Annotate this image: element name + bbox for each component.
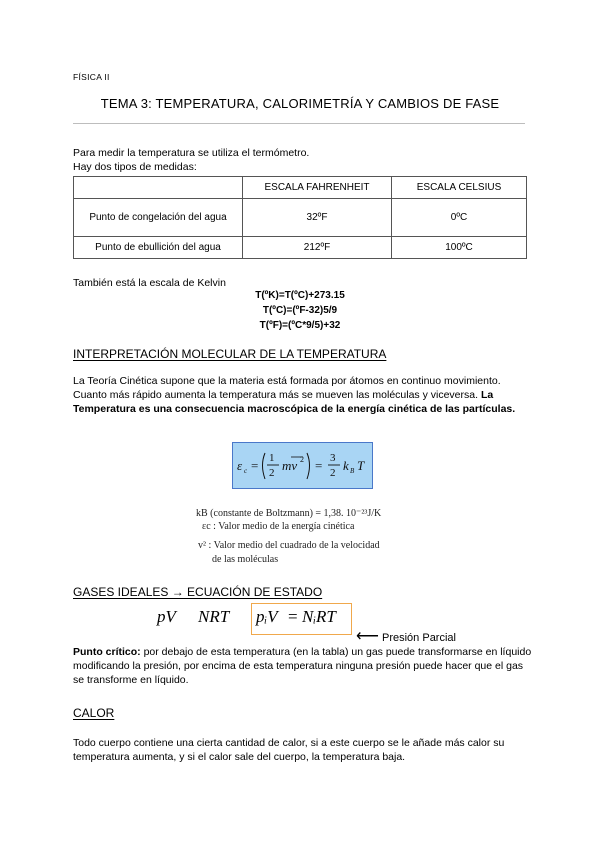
svg-text:c: c	[244, 467, 248, 475]
ideal-gas-right: NRT	[198, 607, 230, 626]
section-heading-molecular: INTERPRETACIÓN MOLECULAR DE LA TEMPERATURA	[73, 347, 387, 361]
subject-label: FÍSICA II	[73, 72, 110, 82]
svg-text:2: 2	[300, 455, 304, 464]
formula-celsius: T(ºC)=(ºF-32)5/9	[262, 305, 338, 316]
intro-line-2: Hay dos tipos de medidas:	[73, 161, 197, 173]
kelvin-intro: También está la escala de Kelvin	[73, 277, 226, 289]
table-row	[74, 199, 527, 237]
svg-text:k: k	[343, 458, 349, 473]
formula-fahrenheit: T(ºF)=(ºC*9/5)+32	[259, 320, 341, 331]
scales-table	[73, 176, 527, 259]
molecular-bold-text: La Temperatura es una consecuencia macroscópica de la energía cinética de las partículas.	[73, 389, 516, 415]
critical-point-label: Punto crítico:	[73, 646, 141, 658]
svg-text:mv: mv	[282, 458, 298, 473]
page-title: TEMA 3: TEMPERATURA, CALORIMETRÍA Y CAMBIOS DE FASE	[100, 96, 500, 111]
partial-pressure-note	[356, 626, 456, 646]
table-header-row	[74, 177, 527, 199]
title-divider	[73, 123, 525, 124]
formula-kelvin: T(ºK)=T(ºC)+273.15	[255, 290, 345, 301]
table-cell: Punto de congelación del agua	[74, 199, 243, 237]
molecular-paragraph	[73, 374, 533, 416]
partial-pressure-label: Presión Parcial	[382, 632, 456, 644]
svg-text:=: =	[251, 458, 259, 473]
table-cell: 0ºC	[392, 199, 527, 237]
table-header-cell: ESCALA CELSIUS	[392, 177, 527, 199]
legend-boltzmann: kB (constante de Boltzmann) = 1,38. 10⁻²³J/K	[196, 508, 382, 519]
kinetic-energy-equation	[232, 442, 373, 489]
kinetic-energy-formula-image	[233, 443, 372, 488]
equals-sign: =	[288, 607, 298, 626]
critical-point-paragraph	[73, 645, 535, 687]
ideal-gas-left: pV	[157, 607, 176, 626]
svg-text:T: T	[357, 458, 365, 473]
svg-text:B: B	[350, 467, 355, 475]
svg-text:2: 2	[330, 467, 336, 479]
svg-text:=: =	[315, 458, 323, 473]
svg-text:1: 1	[269, 452, 275, 464]
arrow-left-icon: ⟵	[356, 628, 379, 645]
legend-energy: εc : Valor medio de la energía cinética	[202, 521, 355, 532]
section-heading-gases: GASES IDEALES → ECUACIÓN DE ESTADO	[73, 585, 323, 599]
table-cell: 100ºC	[392, 237, 527, 259]
section-heading-calor: CALOR	[73, 706, 115, 720]
calor-paragraph: Todo cuerpo contiene una cierta cantidad de calor, si a este cuerpo se le añade más calor su temperatura aumenta, y si el calor sale del cuerpo, la temperatura baja.	[73, 737, 505, 763]
legend-velocity: v² : Valor medio del cuadrado de la velocidad	[198, 540, 380, 551]
svg-text:3: 3	[330, 452, 336, 464]
svg-text:2: 2	[269, 467, 275, 479]
table-row	[74, 237, 527, 259]
critical-point-text: por debajo de esta temperatura (en la tabla) un gas puede transformarse en líquido modificando la presión, por encima de esta temperatura ninguna presión puede hacer que el gas se transforme en líquido.	[73, 646, 532, 686]
molecular-text: La Teoría Cinética supone que la materia está formada por átomos en continuo movimiento. Cuanto más rápido aumenta la temperatura más se mueven las moléculas y viceversa.	[73, 375, 501, 401]
table-cell: 32ºF	[243, 199, 392, 237]
partial-eq-right: NᵢRT	[302, 607, 336, 626]
table-cell: Punto de ebullición del agua	[74, 237, 243, 259]
partial-eq-left: pᵢV	[256, 607, 278, 626]
intro-line-1: Para medir la temperatura se utiliza el termómetro.	[73, 147, 310, 159]
svg-text:ε: ε	[237, 458, 243, 473]
table-header-cell: ESCALA FAHRENHEIT	[243, 177, 392, 199]
legend-molecules: de las moléculas	[212, 554, 279, 565]
table-cell: 212ºF	[243, 237, 392, 259]
table-header-cell	[74, 177, 243, 199]
